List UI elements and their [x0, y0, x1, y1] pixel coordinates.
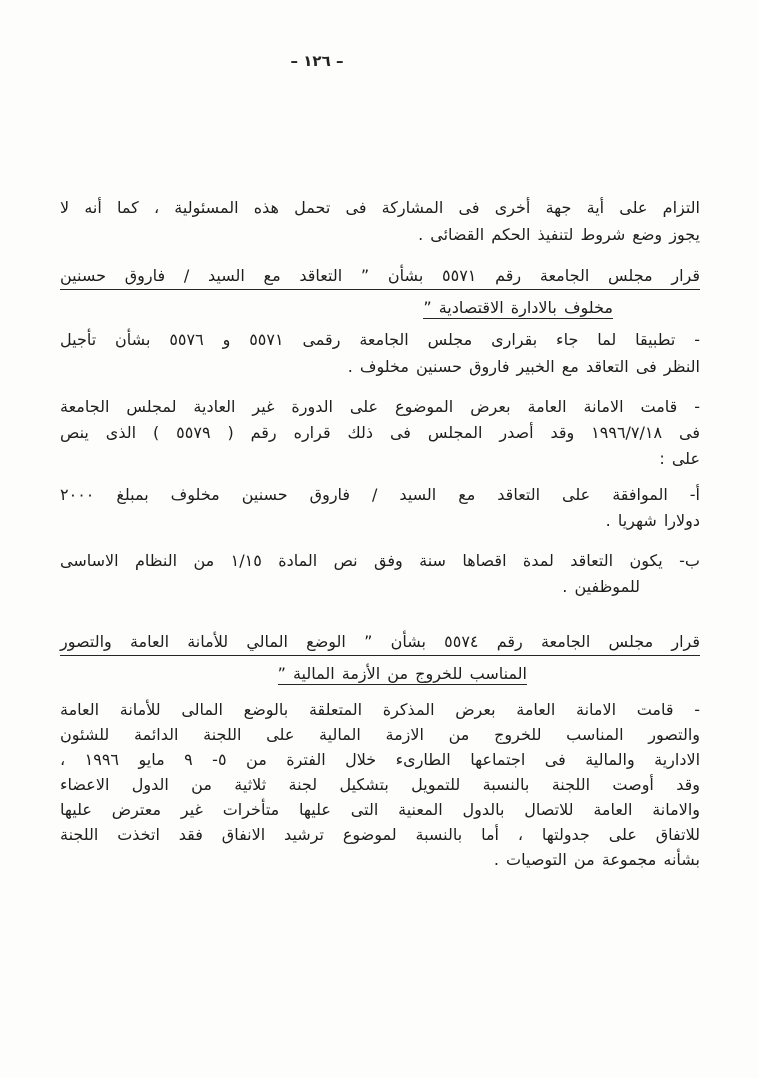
decision-item-b [60, 548, 700, 600]
heading-line: قرار مجلس الجامعة رقم ٥٥٧٤ بشأن ” الوضع المالي للأمانة العامة والتصور [60, 628, 700, 656]
text-line: - قامت الامانة العامة بعرض المذكرة المتعلقة بالوضع المالى للأمانة العامة [60, 700, 700, 719]
text-line: - تطبيقا لما جاء بقرارى مجلس الجامعة رقمى ٥٥٧١ و ٥٥٧٦ بشأن تأجيل [60, 330, 701, 349]
underlined-text: المناسب للخروج من الأزمة المالية ” [277, 664, 527, 683]
text-line: وقد أوصت اللجنة بالنسبة للتمويل بتشكيل لجنة ثلاثية من الدول الاعضاء [60, 775, 700, 794]
text-line: دولارا شهريا . [605, 511, 700, 530]
text-line: ب- يكون التعاقد لمدة اقصاها سنة وفق نص المادة ١/١٥ من النظام الاساسى [60, 551, 700, 570]
text-line: على : [659, 449, 700, 468]
underlined-text: مخلوف بالادارة الاقتصادية ” [423, 298, 613, 317]
heading-line [60, 294, 700, 321]
text-line: - قامت الامانة العامة بعرض الموضوع على الدورة غير العادية لمجلس الجامعة [60, 397, 700, 416]
text-line: الادارية والمالية فى اجتماعها الطارىء خلال الفترة من ٥- ٩ مايو ١٩٩٦ ، [60, 750, 701, 769]
text-line: النظر فى التعاقد مع الخبير فاروق حسنين مخلوف . [347, 357, 700, 376]
text-line: يجوز وضع شروط لتنفيذ الحكم القضائى . [418, 225, 700, 244]
decision-5574-heading [60, 628, 700, 691]
text-line: التزام على أية جهة أخرى فى المشاركة فى تحمل هذه المسئولية ، كما أنه لا [60, 198, 700, 217]
text-line: فى ١٩٩٦/٧/١٨ وقد أصدر المجلس فى ذلك قراره رقم ( ٥٥٧٩ ) الذى ينص [60, 423, 701, 442]
text-fragment: للموظفين . [562, 577, 640, 596]
text-line: أ- الموافقة على التعاقد مع السيد / فاروق حسنين مخلوف بمبلغ ٢٠٠٠ [60, 485, 700, 504]
intro-paragraph [60, 194, 700, 248]
heading-line [60, 660, 700, 687]
text-line: بشأنه مجموعة من التوصيات . [493, 850, 700, 869]
decision-5571-paragraph-followup [60, 326, 700, 380]
text-line: للاتفاق على جدولتها ، أما بالنسبة لموضوع ترشيد الانفاق فقد اتخذت اللجنة [60, 825, 700, 844]
text-line: والامانة العامة للاتصال بالدول المعنية التى عليها متأخرات غير معترض عليها [60, 800, 700, 819]
text-line [60, 574, 700, 600]
page-number: – ١٢٦ – [290, 52, 344, 70]
decision-5574-paragraph [60, 697, 700, 872]
heading-line: قرار مجلس الجامعة رقم ٥٥٧١ بشأن ” التعاقد مع السيد / فاروق حسنين [60, 262, 700, 290]
decision-item-a [60, 482, 700, 534]
decision-5571-heading [60, 262, 700, 325]
text-line: والتصور المناسب للخروج من الازمة المالية على اللجنة الدائمة للشئون [60, 725, 700, 744]
decision-5571-paragraph-session [60, 394, 700, 472]
